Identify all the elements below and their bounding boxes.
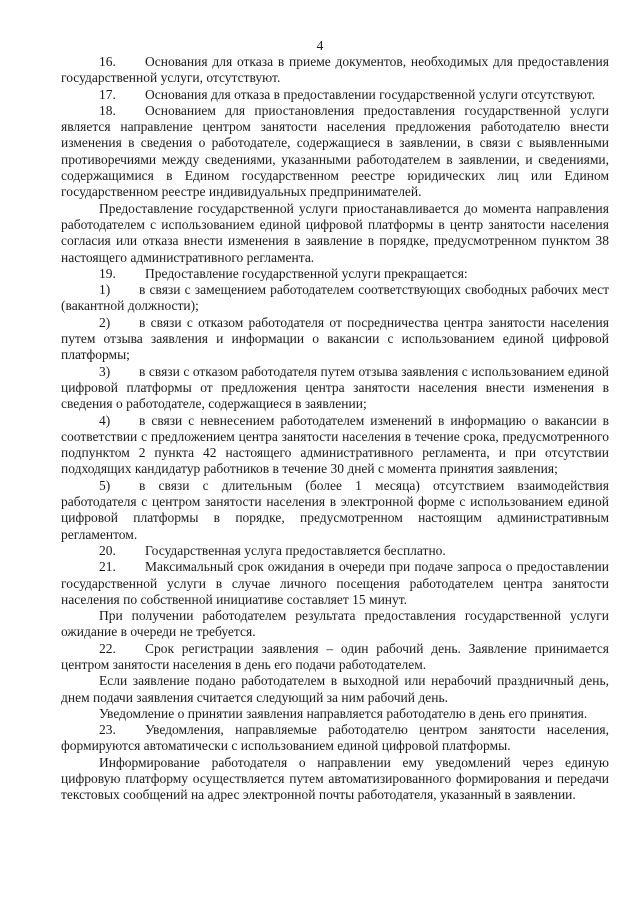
paragraph-23-continued <box>61 755 609 804</box>
list-item-number: 1) <box>99 282 111 298</box>
list-item-number: 4) <box>99 412 111 428</box>
paragraph-text: Основания для отказа в предоставлении государственной услуги отсутствуют. <box>145 86 596 102</box>
paragraph-number: 22. <box>99 640 116 656</box>
paragraph-text: Уведомления, направляемые работодателю центром занятости населения, формируются автоматически с использованием единой цифровой платформы. <box>61 722 609 754</box>
paragraph-text: Срок регистрации заявления – один рабочий день. Заявление принимается центром занятости населения в день его подачи работодателем. <box>61 640 609 672</box>
paragraph-16 <box>61 54 609 87</box>
paragraph-21 <box>61 559 609 608</box>
paragraph-number: 18. <box>99 102 116 118</box>
list-item-5 <box>61 478 609 543</box>
paragraph-18 <box>61 103 609 201</box>
paragraph-text: Предоставление государственной услуги приостанавливается до момента направления работодателем с использованием единой цифровой платформы в центр занятости населения согласия или отказа внести изменения в заявление в порядке, предусмотренном пунктом 38 настоящего административного регламента. <box>61 200 609 265</box>
paragraph-19 <box>61 266 609 282</box>
list-item-text: в связи с замещением работодателем соответствующих свободных рабочих мест (вакантной должности); <box>61 282 609 314</box>
list-item-3 <box>61 364 609 413</box>
paragraph-number: 16. <box>99 54 116 69</box>
paragraph-number: 19. <box>99 265 116 281</box>
paragraph-text: Государственная услуга предоставляется бесплатно. <box>145 542 446 558</box>
list-item-number: 2) <box>99 314 111 330</box>
paragraph-number: 21. <box>99 559 116 575</box>
paragraph-number: 20. <box>99 542 116 558</box>
paragraph-21-continued <box>61 608 609 641</box>
paragraph-23 <box>61 722 609 755</box>
page-number: 4 <box>316 38 324 53</box>
paragraph-text: Максимальный срок ожидания в очереди при подаче запроса о предоставлении государственной услуги в случае личного посещения работодателем центра занятости населения по собственной инициативе составляет 15 минут. <box>61 559 609 607</box>
paragraph-text: Основанием для приостановления предоставления государственной услуги является направление центром занятости населения предложения работодателю внести изменения в сведения о работодателе, содержащиеся в заявлении, в связи с выявленными противоречиями между сведениями, указанными работодателем в заявлении, и сведениями, содержащимися в Едином государственном реестре юридических лиц или Едином государственном реестре индивидуальных предпринимателей. <box>61 102 609 200</box>
paragraph-number: 23. <box>99 722 116 738</box>
paragraph-17 <box>61 87 609 103</box>
paragraph-text: Информирование работодателя о направлении ему уведомлений через единую цифровую платформу осуществляется путем автоматизированного формирования и передачи текстовых сообщений на адрес электронной почты работодателя, указанный в заявлении. <box>61 754 609 803</box>
paragraph-text: Основания для отказа в приеме документов, необходимых для предоставления государственной услуги, отсутствуют. <box>61 54 609 86</box>
list-item-4 <box>61 413 609 478</box>
paragraph-text: Предоставление государственной услуги прекращается: <box>145 265 468 281</box>
paragraph-22-continued <box>61 673 609 706</box>
paragraph-text: При получении работодателем результата предоставления государственной услуги ожидание в очереди не требуется. <box>61 608 609 640</box>
paragraph-text: Если заявление подано работодателем в выходной или нерабочий праздничный день, днем подачи заявления считается следующий за ним рабочий день. <box>61 673 609 705</box>
list-item-text: в связи с отказом работодателя от посредничества центра занятости населения путем отзыва заявления и информации о вакансии с использованием единой цифровой платформы; <box>61 314 609 363</box>
list-item-number: 3) <box>99 363 111 379</box>
list-item-1 <box>61 282 609 315</box>
paragraph-number: 17. <box>99 86 116 102</box>
paragraph-20 <box>61 543 609 559</box>
paragraph-text: Уведомление о принятии заявления направляется работодателю в день его принятия. <box>99 705 588 721</box>
list-item-text: в связи с длительным (более 1 месяца) отсутствием взаимодействия работодателя с центром занятости населения в электронной форме с использованием единой цифровой платформы в порядке, предусмотренном настоящим административным регламентом. <box>61 477 609 542</box>
paragraph-18-continued <box>61 201 609 266</box>
document-body <box>61 54 609 804</box>
paragraph-22-notice <box>61 706 609 722</box>
list-item-text: в связи с невнесением работодателем изменений в информацию о вакансии в соответствии с предложением центра занятости населения в течение срока, предусмотренного подпунктом 2 пункта 42 настоящего административного регламента, и при отсутствии подходящих кандидатур работников в течение 30 дней с момента принятия заявления; <box>61 412 609 477</box>
list-item-text: в связи с отказом работодателя путем отзыва заявления с использованием единой цифровой платформы от предложения центра занятости населения внести изменения в сведения о работодателе, содержащиеся в заявлении; <box>61 363 609 412</box>
list-item-number: 5) <box>99 477 111 493</box>
list-item-2 <box>61 315 609 364</box>
paragraph-22 <box>61 641 609 674</box>
